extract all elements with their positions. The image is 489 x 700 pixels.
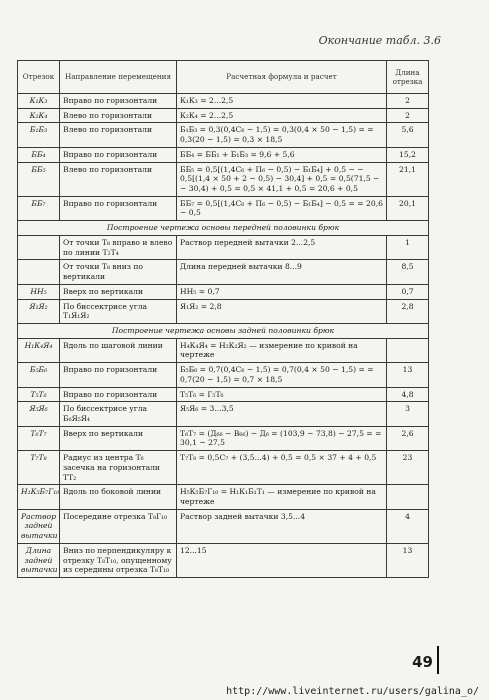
header-length: Длина отрезка xyxy=(387,61,429,94)
cell-formula: ББ₅ = 0,5[(1,4С₆ + П₆ − 0,5) − Б₁Б₄] + 0,5 − − 0,5[(1,4 × 50 + 2 − 0,5) − 30,4] + 0,5 = 0,5(71,5 − − 30,4) + 0,5 = 0,5 × 41,1 + 0,5 = 20,6 + 0,5 xyxy=(177,162,387,196)
cell-direction: Влево по горизонтали xyxy=(60,162,177,196)
header-direction: Направление перемещения xyxy=(60,61,177,94)
cell-direction: Вверх по вертикали xyxy=(60,426,177,450)
table-body-top xyxy=(18,94,429,221)
cell-formula: Т₅Т₆ = Г₅Т₆ xyxy=(177,387,387,402)
cell-direction: Влево по горизонтали xyxy=(60,108,177,123)
cell-direction: От точки Т₈ вниз по вертикали xyxy=(60,260,177,284)
cell-formula: НН₅ = 0,7 xyxy=(177,284,387,299)
cell-direction: Вправо по горизонтали xyxy=(60,363,177,387)
table-body-bottom xyxy=(18,338,429,577)
cell-segment: Б₁Б₃ xyxy=(18,123,60,147)
cell-length: 20,1 xyxy=(387,196,429,220)
cell-segment: Н₁К₅Б₇Г₁₀ xyxy=(18,485,60,509)
cell-formula: Б₅Б₆ = 0,7(0,4С₆ − 1,5) = 0,7(0,4 × 50 − 1,5) = = 0,7(20 − 1,5) = 0,7 × 18,5 xyxy=(177,363,387,387)
cell-length: 4 xyxy=(387,509,429,543)
cell-length xyxy=(387,338,429,362)
section-title-back: Построение чертежа основы задней половинки брюк xyxy=(18,323,429,338)
section-row xyxy=(18,221,429,236)
cell-formula: 12...15 xyxy=(177,543,387,577)
page-number-bar xyxy=(437,646,439,674)
table-row xyxy=(18,402,429,426)
cell-direction: Влево по горизонтали xyxy=(60,123,177,147)
cell-segment: Я₁Я₂ xyxy=(18,299,60,323)
cell-segment: ББ₅ xyxy=(18,162,60,196)
data-table xyxy=(17,60,429,578)
cell-direction: Посередине отрезка Т₈Г₁₀ xyxy=(60,509,177,543)
cell-formula: Длина передней вытачки 8...9 xyxy=(177,260,387,284)
section-title-front: Построение чертежа основы передней половинки брюк xyxy=(18,221,429,236)
cell-segment: ББ₇ xyxy=(18,196,60,220)
cell-length: 5,6 xyxy=(387,123,429,147)
cell-direction: Вправо по горизонтали xyxy=(60,196,177,220)
cell-segment: НН₅ xyxy=(18,284,60,299)
cell-formula: К₁К₃ = 2...2,5 xyxy=(177,94,387,109)
cell-segment: Т₇Т₈ xyxy=(18,451,60,485)
cell-segment xyxy=(18,235,60,259)
cell-length: 4,8 xyxy=(387,387,429,402)
table-row xyxy=(18,509,429,543)
cell-segment: К₁К₃ xyxy=(18,94,60,109)
header-formula: Расчетная формула и расчет xyxy=(177,61,387,94)
cell-segment: К₂К₄ xyxy=(18,108,60,123)
cell-formula: Б₁Б₃ = 0,3(0,4С₆ − 1,5) = 0,3(0,4 × 50 − 1,5) = = 0,3(20 − 1,5) = 0,3 × 18,5 xyxy=(177,123,387,147)
table-caption: Окончание табл. 3.6 xyxy=(318,34,441,47)
cell-formula: Я₅Я₆ = 3...3,5 xyxy=(177,402,387,426)
table-row xyxy=(18,235,429,259)
cell-direction: Радиус из центра Т₆ засечка на горизонтали ТТ₂ xyxy=(60,451,177,485)
cell-direction: Вниз по перпендикуляру к отрезку Т₈Т₁₀, опущенному из середины отрезка Т₈Т₁₀ xyxy=(60,543,177,577)
cell-length: 15,2 xyxy=(387,147,429,162)
section-row xyxy=(18,323,429,338)
table-row xyxy=(18,94,429,109)
table-row xyxy=(18,147,429,162)
cell-length: 13 xyxy=(387,543,429,577)
cell-direction: Вправо по горизонтали xyxy=(60,387,177,402)
cell-segment: Длина задней вытачки xyxy=(18,543,60,577)
table-row xyxy=(18,543,429,577)
table-body-mid xyxy=(18,235,429,323)
cell-formula: Т₇Т₈ = 0,5С₇ + (3,5...4) + 0,5 = 0,5 × 37 + 4 + 0,5 xyxy=(177,451,387,485)
table-row xyxy=(18,485,429,509)
cell-formula: Н₅К₅Б₇Г₁₀ = Н₁К₁Б₁Т₁ — измерение по кривой на чертеже xyxy=(177,485,387,509)
table-row xyxy=(18,338,429,362)
table-row xyxy=(18,363,429,387)
cell-segment: Раствор задней вытачки xyxy=(18,509,60,543)
cell-direction: По биссектрисе угла Б₆Я₅Я₄ xyxy=(60,402,177,426)
watermark-url: http://www.liveinternet.ru/users/galina_o/ xyxy=(226,686,479,697)
cell-formula: Я₁Я₂ = 2,8 xyxy=(177,299,387,323)
cell-length: 2 xyxy=(387,108,429,123)
table-row xyxy=(18,260,429,284)
cell-segment: Т₆Т₇ xyxy=(18,426,60,450)
cell-direction: Вправо по горизонтали xyxy=(60,147,177,162)
cell-direction: Вверх по вертикали xyxy=(60,284,177,299)
cell-formula: К₂К₄ = 2...2,5 xyxy=(177,108,387,123)
table-row xyxy=(18,162,429,196)
cell-length: 23 xyxy=(387,451,429,485)
table-row xyxy=(18,451,429,485)
table-row xyxy=(18,387,429,402)
cell-length: 21,1 xyxy=(387,162,429,196)
cell-segment: Н₁К₄Я₄ xyxy=(18,338,60,362)
cell-length: 13 xyxy=(387,363,429,387)
cell-formula: ББ₄ = ББ₁ + Б₁Б₃ = 9,6 + 5,6 xyxy=(177,147,387,162)
cell-formula: ББ₇ = 0,5[(1,4С₆ + П₆ − 0,5) − Б₁Б₄] − 0,5 = = 20,6 − 0,5 xyxy=(177,196,387,220)
cell-length: 0,7 xyxy=(387,284,429,299)
table-row xyxy=(18,108,429,123)
cell-direction: По биссектрисе угла Т₁Я₁Я₂ xyxy=(60,299,177,323)
cell-length: 2,8 xyxy=(387,299,429,323)
table-row xyxy=(18,196,429,220)
cell-segment: ББ₄ xyxy=(18,147,60,162)
cell-length: 3 xyxy=(387,402,429,426)
table-row xyxy=(18,284,429,299)
cell-segment: Б₅Б₆ xyxy=(18,363,60,387)
table-header-row xyxy=(18,61,429,94)
cell-length: 8,5 xyxy=(387,260,429,284)
cell-length: 2 xyxy=(387,94,429,109)
cell-length: 2,6 xyxy=(387,426,429,450)
cell-segment: Т₅Т₆ xyxy=(18,387,60,402)
cell-length: 1 xyxy=(387,235,429,259)
header-segment: Отрезок xyxy=(18,61,60,94)
table-row xyxy=(18,299,429,323)
cell-formula: Т₆Т₇ = (Д₆₆ − В₆₆) − Д₆ = (103,9 − 73,8) − 27,5 = = 30,1 − 27,5 xyxy=(177,426,387,450)
cell-direction: Вдоль по боковой линии xyxy=(60,485,177,509)
cell-direction: Вправо по горизонтали xyxy=(60,94,177,109)
cell-direction: Вдоль по шаговой линии xyxy=(60,338,177,362)
cell-formula: Раствор задней вытачки 3,5...4 xyxy=(177,509,387,543)
cell-segment: Я₅Я₆ xyxy=(18,402,60,426)
cell-length xyxy=(387,485,429,509)
cell-formula: Раствор передней вытачки 2...2,5 xyxy=(177,235,387,259)
page-number: 49 xyxy=(412,653,433,671)
cell-segment xyxy=(18,260,60,284)
cell-direction: От точки Т₈ вправо и влево по линии Т₂Т₄ xyxy=(60,235,177,259)
table-row xyxy=(18,123,429,147)
cell-formula: Н₄К₄Я₄ = Н₂К₂Я₂ — измерение по кривой на чертеже xyxy=(177,338,387,362)
table-row xyxy=(18,426,429,450)
